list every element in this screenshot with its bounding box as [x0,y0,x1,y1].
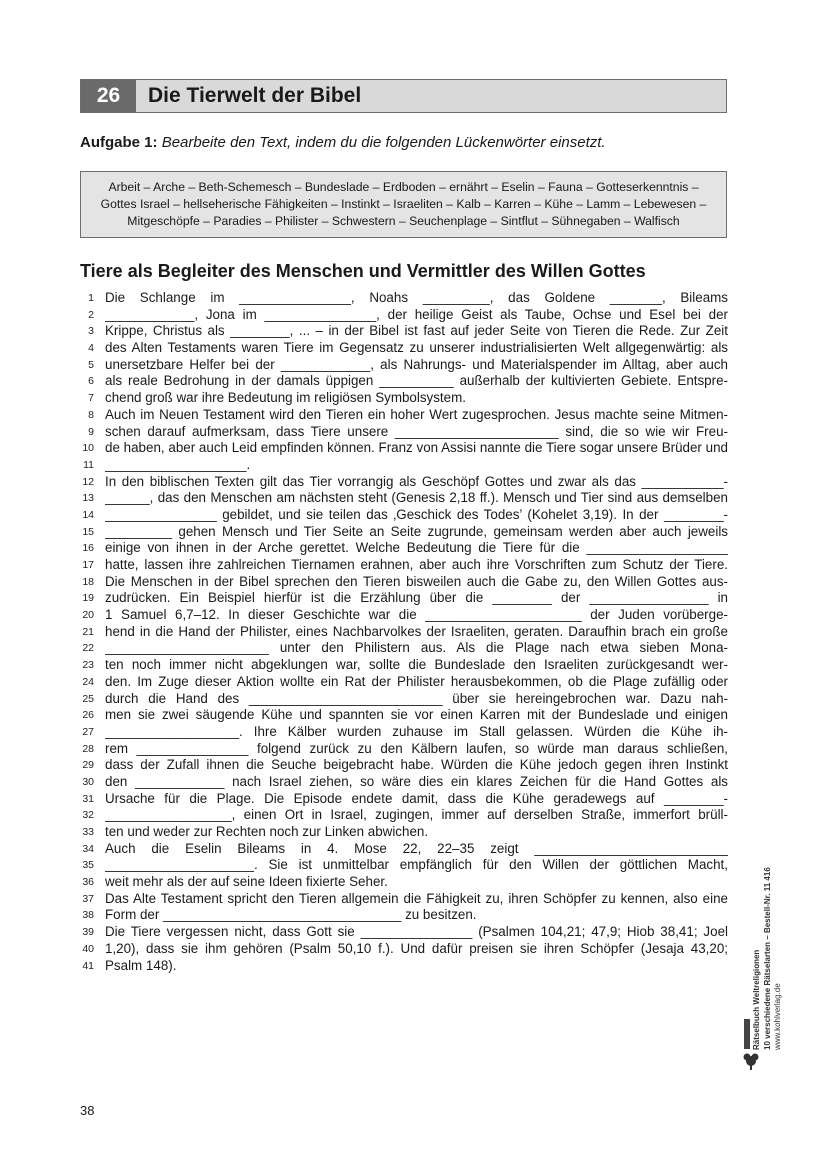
line-number: 22 [82,642,94,655]
line-text: men sie zwei säugende Kühe und spannten sie vor einen Karren mit der Bundeslade und einigen [105,707,728,723]
line-number: 13 [82,492,94,505]
line-text: ____________________. Sie ist unmittelbar empfänglich für den Willen der göttlichen Macht, [105,857,728,873]
line-text: rem _______________ folgend zurück zu den Kälbern laufen, so würde man daraus schließen, [105,740,728,756]
line-number: 12 [82,475,94,488]
line-text: _________________, einen Ort in Israel, zugingen, immer auf derselben Straße, immerfort brüll- [105,807,728,823]
text-line [80,540,730,557]
text-line [80,407,730,424]
text-line [80,891,730,908]
text-line [80,857,730,874]
line-number: 32 [82,809,94,822]
line-number: 37 [82,892,94,905]
line-text: hatte, lassen ihre zahlreichen Tiernamen erahnen, aber auch ihre Vorschriften zum Schutz der Tiere. [105,557,728,572]
text-line [80,824,730,841]
line-number: 7 [88,392,94,405]
text-line [80,424,730,441]
line-number: 24 [82,675,94,688]
section-title: Tiere als Begleiter des Menschen und Vermittler des Willen Gottes [80,261,646,281]
word-bank-line: Arbeit – Arche – Beth-Schemesch – Bundeslade – Erdboden – ernährt – Eselin – Fauna – Gotteserkenntnis – [108,180,699,194]
line-number: 33 [82,826,94,838]
text-line [80,340,730,357]
text-line [80,440,730,457]
line-text: Die Menschen in der Bibel sprechen den Tieren bisweilen auch die Gabe zu, den Willen Gottes aus- [105,573,728,589]
line-number: 17 [82,559,94,571]
line-number: 14 [82,508,94,521]
text-line [80,474,730,491]
line-text: ____________, Jona im _______________, der heilige Geist als Taube, Ochse und Esel bei der [105,306,728,322]
line-number: 29 [82,759,94,772]
text-line [80,691,730,708]
line-number: 34 [82,842,94,855]
text-line [80,323,730,340]
text-line [80,557,730,574]
text-line [80,490,730,507]
line-text: zudrücken. Ein Beispiel hierfür ist die Erzählung über die ________ der ________________ in [105,590,728,606]
line-text: schen darauf aufmerksam, dass Tiere unsere ______________________ sind, die so wie wir Freu- [105,423,728,439]
text-line [80,941,730,958]
line-number: 31 [82,792,94,805]
page-number: 38 [80,1103,95,1118]
line-number: 28 [82,742,94,755]
line-text: einige von ihnen in der Arche gerettet. Welche Bedeutung die Tiere für die ___________________ [105,540,728,556]
text-line [80,373,730,390]
line-number: 9 [88,425,94,438]
text-line [80,924,730,941]
line-number: 3 [88,325,94,338]
line-number: 16 [82,542,94,555]
line-text: des Alten Testaments waren Tiere im Gegensatz zu unserer industrialisierten Welt allgegenwärtig: als [105,340,728,356]
line-text: als reale Bedrohung in der damals üppigen __________ außerhalb der kultivierten Gebiete. Entspre- [105,373,728,389]
text-line [80,757,730,774]
line-text: den ____________ nach Israel ziehen, so wäre dies ein klares Zeichen für die Hand Gottes als [105,773,728,789]
task-instruction [80,134,606,151]
line-number: 20 [82,609,94,622]
text-line [80,307,730,324]
text-line [80,590,730,607]
line-number: 41 [82,959,94,972]
line-number: 5 [88,358,94,371]
line-text: ______________________ unter den Philistern aus. Als die Plage nach etwa sieben Mona- [105,640,728,656]
line-text: _______________ gebildet, und sie teilen das ‚Geschick des Todes’ (Kohelet 3,19). In der ________- [105,506,728,522]
word-bank-line: Gottes Israel – hellseherische Fähigkeiten – Instinkt – Israeliten – Kalb – Karren – Kühe – Lamm – Lebewesen – [100,197,707,211]
text-line [80,390,730,407]
word-bank-line: Mitgeschöpfe – Paradies – Philister – Schwestern – Seuchenplage – Sintflut – Sühnegaben – Walfisch [127,214,680,228]
text-line [80,674,730,691]
cloze-text [80,290,730,974]
line-number: 30 [82,775,94,788]
line-text: Die Schlange im _______________, Noahs _________, das Goldene _______, Bileams [105,290,728,305]
line-text: hend in die Hand der Philister, eines Nachbarvolkes der Israeliten, geraten. Daraufhin brach ein große [105,623,728,639]
text-line [80,457,730,474]
line-number: 10 [82,442,94,455]
line-text: Auch die Eselin Bileams in 4. Mose 22, 22–35 zeigt __________________________ [105,840,728,856]
sidebar-website: www.kohlverlag.de [773,983,782,1050]
text-line [80,624,730,641]
line-number: 38 [82,909,94,922]
line-number: 25 [82,692,94,705]
text-line [80,640,730,657]
text-line [80,841,730,858]
line-text: Form der ________________________________ zu besitzen. [105,907,477,923]
line-text: Auch im Neuen Testament wird den Tieren ein hoher Wert zugesprochen. Jesus machte seine Mitmen- [105,406,728,422]
line-text: _________ gehen Mensch und Tier Seite an Seite zugrunde, gemeinsam werden aber auch jeweils [105,523,728,539]
line-text: ______, das den Menschen am nächsten steht (Genesis 2,18 ff.). Mensch und Tier sind aus demselben [105,490,728,506]
line-number: 35 [82,859,94,872]
line-text: de haben, aber auch Leid empfinden können. Franz von Assisi nannte die Tiere sogar unsere Brüder und [105,440,728,456]
text-line [80,524,730,541]
line-text: 1 Samuel 6,7–12. In dieser Geschichte war die _____________________ der Juden vorüberge- [105,607,728,623]
text-line [80,657,730,674]
line-number: 19 [82,592,94,605]
line-number: 8 [88,408,94,421]
sidebar-order-number: 10 verschiedene Rätselarten – Bestell-Nr. 11 416 [762,867,772,1050]
line-text: Krippe, Christus als ________, ... – in der Bibel ist fast auf jeder Seite von Tieren die Rede. Zur Zeit [105,323,728,339]
text-line [80,774,730,791]
line-number: 26 [82,709,94,722]
worksheet-number: 26 [81,80,136,112]
line-number: 4 [88,342,94,355]
line-text: Psalm 148). [105,957,177,973]
text-line [80,741,730,758]
publisher-sidebar [752,750,794,1050]
line-number: 18 [82,575,94,588]
line-text: ten noch immer nicht abgeklungen war, sollte die Bundeslade den Israeliten zurückgesandt wer- [105,657,728,673]
text-line [80,874,730,891]
text-line [80,724,730,741]
line-text: 1,20), dass sie ihm gehören (Psalm 50,10 f.). Und dafür preisen sie ihren Schöpfer (Jesaja 43,20; [105,940,728,956]
text-line [80,357,730,374]
text-line [80,907,730,924]
line-text: __________________. Ihre Kälber wurden zuhause im Stall gelassen. Würden die Kühe ih- [105,723,728,739]
line-text: den. Im Zuge dieser Aktion wollte ein Rat der Philister herausbekommen, ob die Plage zufällig oder [105,673,728,689]
worksheet-title: Die Tierwelt der Bibel [148,84,362,107]
line-number: 15 [82,525,94,538]
line-number: 23 [82,659,94,672]
line-number: 36 [82,876,94,889]
line-number: 21 [82,625,94,638]
line-text: durch die Hand des __________________________ über sie hereingebrochen war. Dazu nah- [105,690,728,706]
line-number: 39 [82,926,94,939]
line-text: unersetzbare Helfer bei der ____________, als Nahrungs- und Materialspender im Alltag, aber auch [105,356,728,372]
line-text: Ursache für die Plage. Die Episode endete damit, dass die Kühe geradewegs auf ________- [105,790,728,806]
task-label: Aufgabe 1: [80,134,158,151]
text-line [80,958,730,975]
line-number: 11 [83,458,94,471]
line-text: ten und weder zur Rechten noch zur Linken abwichen. [105,824,429,839]
word-bank [80,171,727,238]
text-line [80,707,730,724]
line-text: Die Tiere vergessen nicht, dass Gott sie _______________ (Psalmen 104,21; 47,9; Hiob 38,41; Joel [105,924,728,940]
worksheet-header [80,79,727,113]
line-number: 27 [82,725,94,738]
text-line [80,807,730,824]
line-number: 6 [88,375,94,388]
text-line [80,574,730,591]
line-text: weit mehr als der auf seine Ideen fixierte Seher. [105,874,388,890]
line-number: 1 [88,292,94,304]
line-number: 2 [88,308,94,321]
line-text: ___________________. [105,456,251,472]
text-line [80,607,730,624]
line-text: chend groß war ihre Bedeutung im religiösen Symbolsystem. [105,390,466,406]
line-text: dass der Zufall ihnen die Seuche beigebracht habe. Würden die Kühe jedoch gegen ihren Instinkt [105,757,728,773]
text-line [80,791,730,808]
task-text: Bearbeite den Text, indem du die folgenden Lückenwörter einsetzt. [161,134,606,151]
line-text: In den biblischen Texten gilt das Tier vorrangig als Geschöpf Gottes und zwar als das ___________- [105,473,728,489]
text-line [80,507,730,524]
line-text: Das Alte Testament spricht den Tieren allgemein die Fähigkeit zu, ihren Schöpfer zu kennen, also eine [105,890,728,906]
sidebar-book-title: Rätselbuch Weltreligionen [752,949,761,1050]
line-number: 40 [82,942,94,955]
text-line [80,290,730,307]
